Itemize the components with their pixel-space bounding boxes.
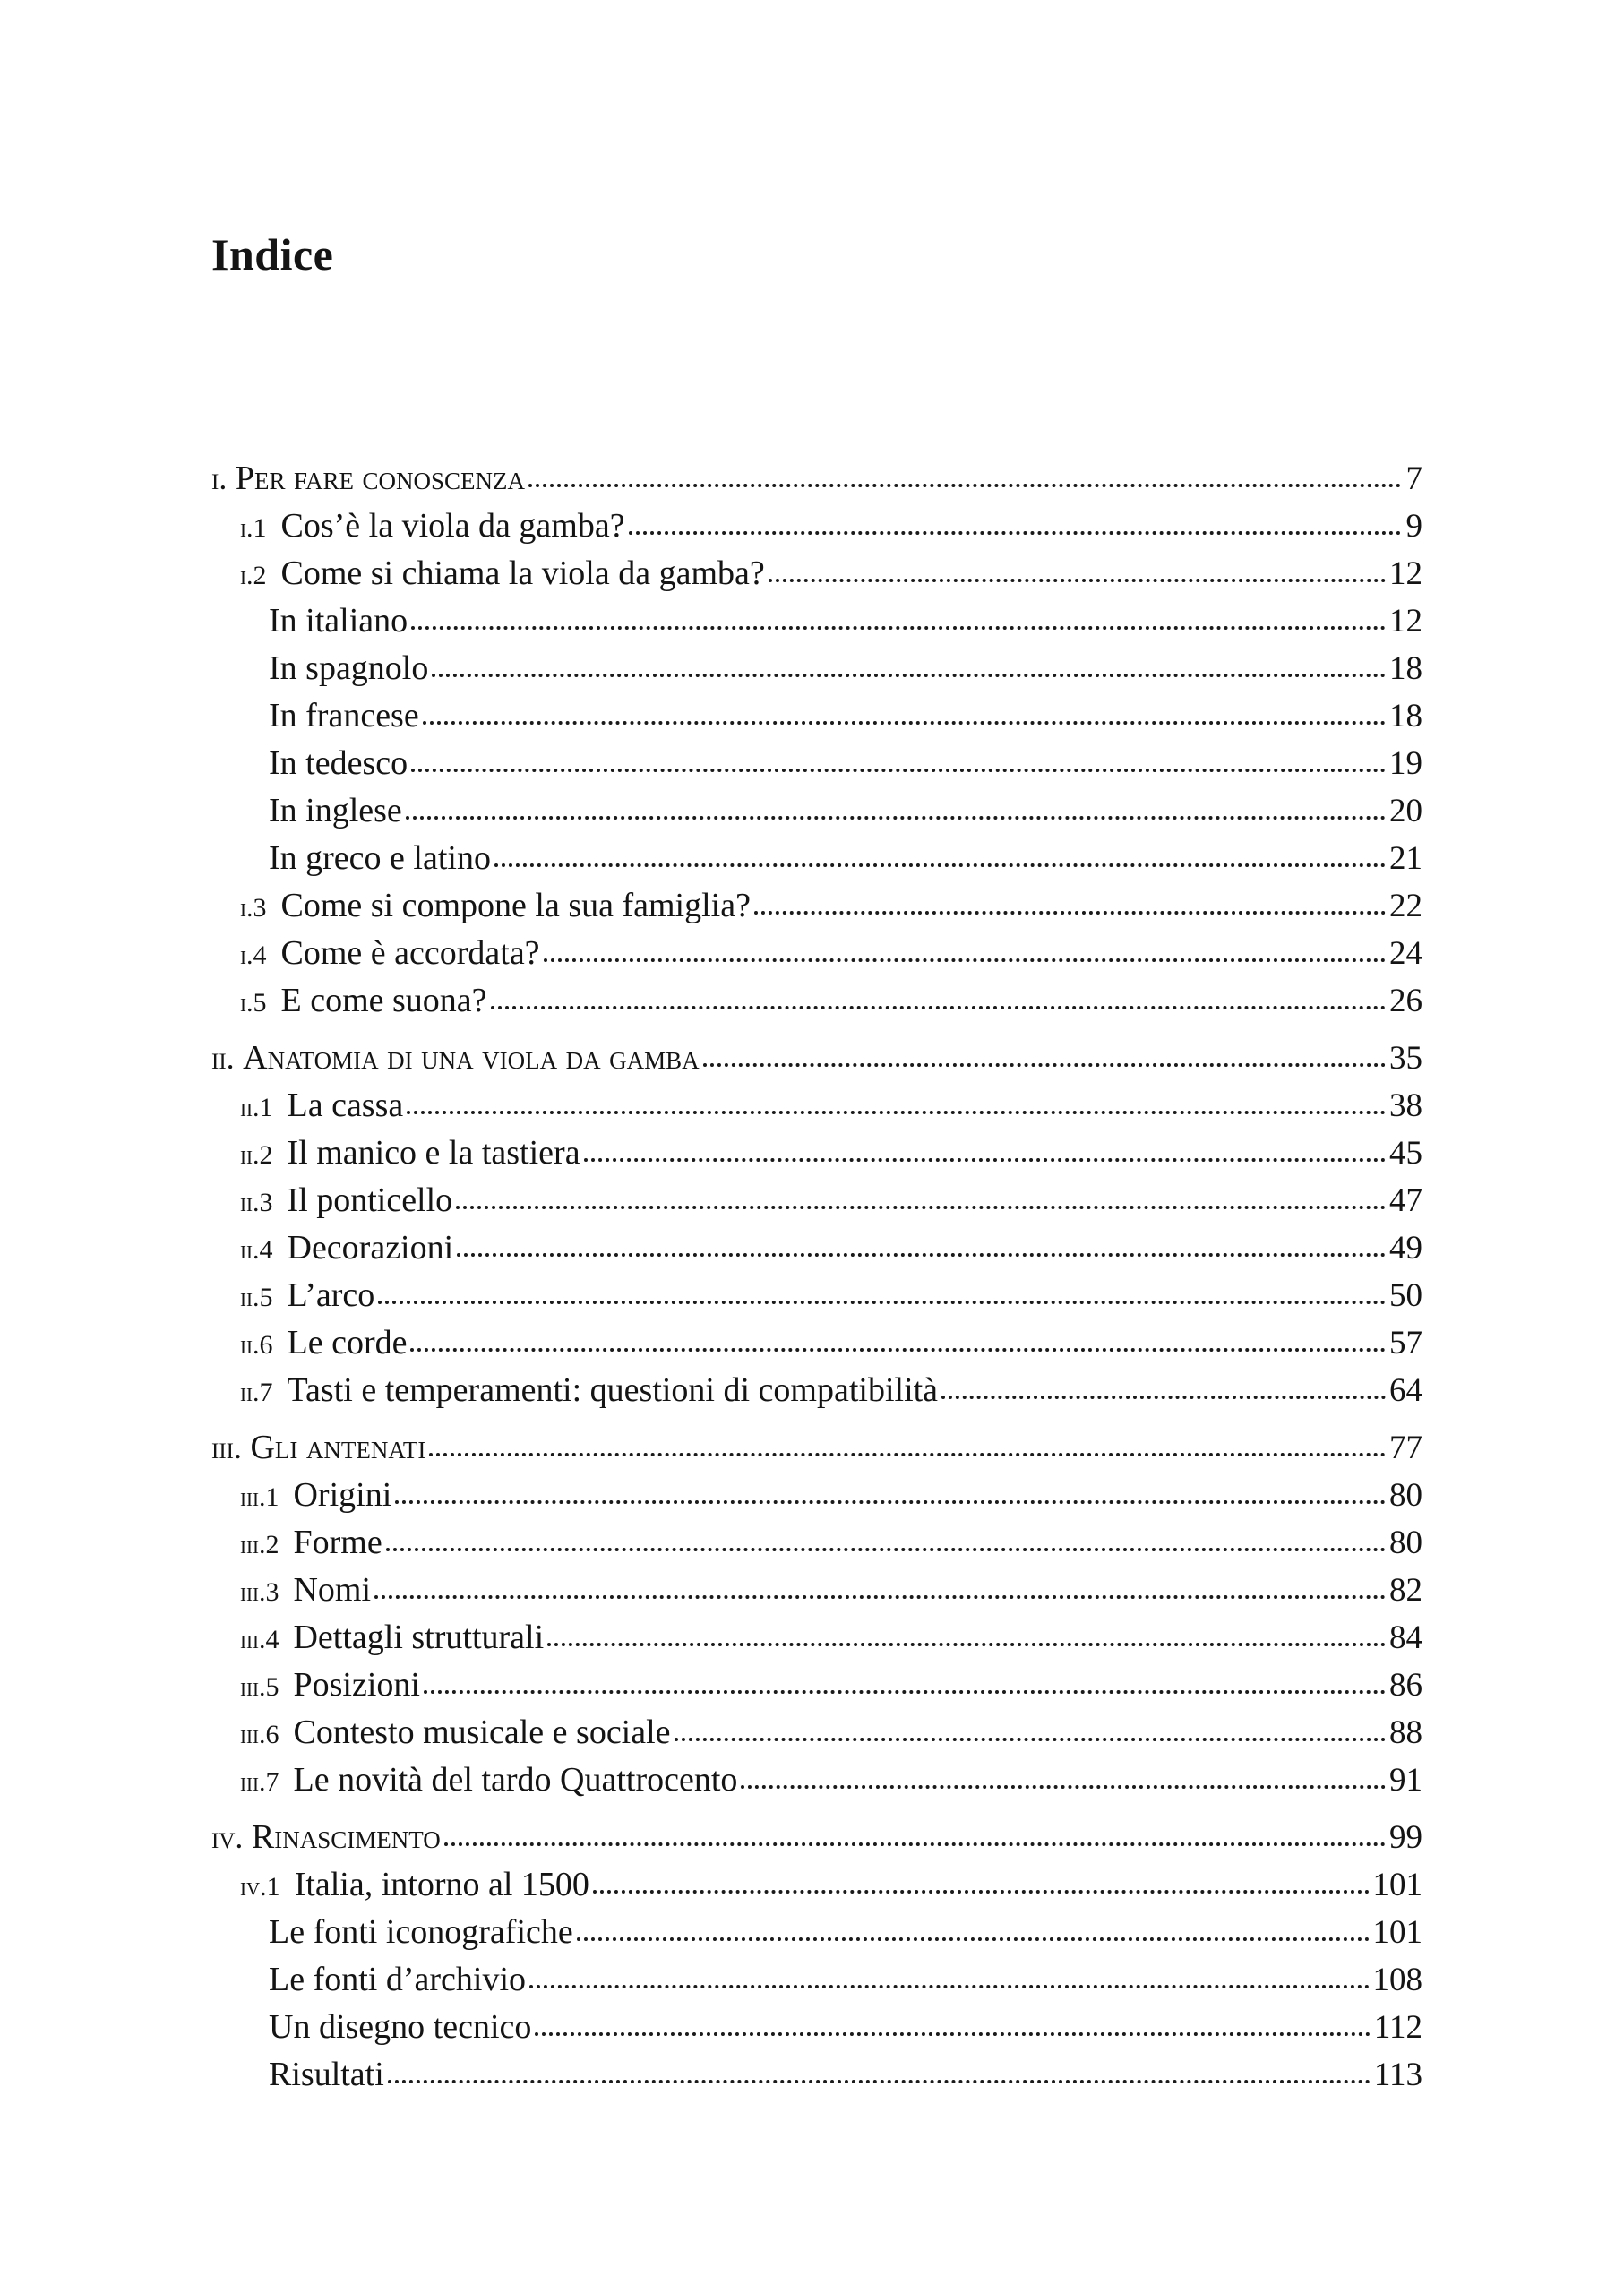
page-number: 38 — [1389, 1087, 1422, 1124]
toc-chapter-entry[interactable] — [211, 1814, 1422, 1861]
section-number: ii.2 — [240, 1140, 273, 1170]
dot-leader — [444, 1842, 1386, 1846]
entry-title: In greco e latino — [269, 839, 491, 877]
toc-section-entry[interactable] — [211, 1082, 1422, 1129]
entry-title: Origini — [293, 1476, 392, 1514]
toc-section-entry[interactable] — [211, 1367, 1422, 1414]
toc-section-entry[interactable] — [211, 1861, 1422, 1909]
toc-subsection-entry[interactable] — [211, 740, 1422, 787]
page-number: 101 — [1372, 1914, 1422, 1951]
entry-title: Il ponticello — [287, 1181, 453, 1219]
entry-title: Per fare conoscenza — [235, 459, 525, 497]
section-number: ii. — [211, 1040, 235, 1076]
section-number: ii.3 — [240, 1188, 273, 1217]
page-number: 99 — [1389, 1819, 1422, 1856]
toc-chapter — [211, 1814, 1422, 2099]
section-number: i.4 — [240, 940, 267, 970]
toc-chapter-entry[interactable] — [211, 455, 1422, 502]
section-number: i.1 — [240, 513, 267, 543]
dot-leader — [941, 1396, 1386, 1399]
section-number: iii.5 — [240, 1672, 279, 1702]
toc-chapter — [211, 1035, 1422, 1414]
section-number: iv.1 — [240, 1872, 280, 1902]
entry-title: Le novità del tardo Quattrocento — [293, 1761, 738, 1799]
section-number: ii.1 — [240, 1093, 273, 1122]
dot-leader — [547, 1643, 1386, 1646]
toc-section-entry[interactable] — [211, 1272, 1422, 1319]
entry-title: Come si chiama la viola da gamba? — [280, 554, 765, 592]
page-number: 77 — [1389, 1430, 1422, 1466]
toc-subsection-entry[interactable] — [211, 2004, 1422, 2051]
dot-leader — [411, 769, 1386, 772]
dot-leader — [432, 674, 1386, 677]
entry-title: Il manico e la tastiera — [287, 1134, 580, 1172]
dot-leader — [544, 958, 1386, 962]
toc-section-entry[interactable] — [211, 930, 1422, 977]
entry-title: Anatomia di una viola da gamba — [243, 1039, 700, 1077]
toc-chapter-entry[interactable] — [211, 1424, 1422, 1472]
toc-section-entry[interactable] — [211, 1472, 1422, 1519]
entry-title: In tedesco — [269, 744, 408, 782]
entry-title: In spagnolo — [269, 649, 429, 687]
toc-subsection-entry[interactable] — [211, 787, 1422, 835]
dot-leader — [456, 1206, 1386, 1209]
section-number: iii.6 — [240, 1720, 279, 1749]
toc-chapter — [211, 455, 1422, 1025]
dot-leader — [675, 1738, 1386, 1741]
entry-title: E come suona? — [280, 982, 487, 1019]
entry-title: Tasti e temperamenti: questioni di compatibilità — [287, 1371, 939, 1409]
toc-chapter-entry[interactable] — [211, 1035, 1422, 1082]
page-number: 80 — [1389, 1524, 1422, 1561]
page-number: 88 — [1389, 1714, 1422, 1751]
toc-section-entry[interactable] — [211, 882, 1422, 930]
page-title: Indice — [211, 229, 334, 279]
dot-leader — [378, 1301, 1386, 1304]
entry-title: Le corde — [287, 1324, 408, 1361]
entry-title: Decorazioni — [287, 1229, 454, 1267]
dot-leader — [703, 1063, 1386, 1067]
dot-leader — [491, 1006, 1386, 1009]
toc-section-entry[interactable] — [211, 1567, 1422, 1614]
section-number: iii.7 — [240, 1767, 279, 1797]
section-number: ii.5 — [240, 1283, 273, 1312]
toc-section-entry[interactable] — [211, 502, 1422, 550]
page-number: 24 — [1389, 935, 1422, 972]
entry-title: Italia, intorno al 1500 — [294, 1866, 589, 1903]
page-number: 64 — [1389, 1372, 1422, 1409]
entry-title: Come è accordata? — [280, 934, 540, 972]
toc-section-entry[interactable] — [211, 1662, 1422, 1709]
dot-leader — [494, 863, 1386, 867]
entry-title: In francese — [269, 697, 419, 734]
toc-subsection-entry[interactable] — [211, 2051, 1422, 2099]
entry-title: Rinascimento — [251, 1818, 441, 1856]
section-number: iii.3 — [240, 1577, 279, 1607]
page-number: 86 — [1389, 1667, 1422, 1704]
toc-subsection-entry[interactable] — [211, 597, 1422, 645]
page-number: 35 — [1389, 1040, 1422, 1077]
dot-leader — [535, 2032, 1370, 2036]
dot-leader — [388, 2080, 1371, 2083]
dot-leader — [411, 626, 1386, 630]
dot-leader — [629, 531, 1401, 535]
section-number: i.2 — [240, 561, 267, 590]
dot-leader — [374, 1595, 1386, 1599]
dot-leader — [407, 1111, 1386, 1114]
section-number: ii.6 — [240, 1330, 273, 1360]
dot-leader — [529, 1985, 1369, 1988]
page-number: 7 — [1405, 460, 1422, 497]
section-number: iii.2 — [240, 1530, 279, 1559]
page-number: 45 — [1389, 1135, 1422, 1172]
entry-title: Posizioni — [293, 1666, 420, 1704]
section-number: iii. — [211, 1430, 242, 1465]
dot-leader — [423, 721, 1386, 725]
dot-leader — [424, 1690, 1386, 1694]
dot-leader — [406, 816, 1386, 820]
toc-chapter — [211, 1424, 1422, 1804]
entry-title: Forme — [293, 1524, 382, 1561]
toc-subsection-entry[interactable] — [211, 835, 1422, 882]
dot-leader — [386, 1548, 1386, 1551]
page-number: 9 — [1405, 508, 1422, 545]
page-number: 21 — [1389, 840, 1422, 877]
toc-section-entry[interactable] — [211, 1756, 1422, 1804]
toc-subsection-entry[interactable] — [211, 1909, 1422, 1956]
page-number: 57 — [1389, 1325, 1422, 1361]
dot-leader — [741, 1785, 1386, 1789]
section-number: i.5 — [240, 988, 267, 1018]
entry-title: In inglese — [269, 792, 402, 829]
toc-section-entry[interactable] — [211, 1129, 1422, 1177]
page-number: 26 — [1389, 983, 1422, 1019]
dot-leader — [410, 1348, 1386, 1352]
toc-section-entry[interactable] — [211, 550, 1422, 597]
dot-leader — [577, 1937, 1370, 1941]
dot-leader — [395, 1500, 1386, 1504]
spacer — [235, 1035, 244, 1082]
page-number: 108 — [1372, 1962, 1422, 1998]
entry-title: Come si compone la sua famiglia? — [280, 887, 751, 924]
entry-title: L’arco — [287, 1276, 375, 1314]
page-number: 82 — [1389, 1572, 1422, 1609]
dot-leader — [528, 484, 1401, 487]
page-number: 50 — [1389, 1277, 1422, 1314]
entry-title: Le fonti d’archivio — [269, 1961, 527, 1998]
toc-section-entry[interactable] — [211, 977, 1422, 1025]
toc-subsection-entry[interactable] — [211, 1956, 1422, 2004]
table-of-contents — [211, 455, 1422, 2108]
toc-section-entry[interactable] — [211, 1614, 1422, 1662]
entry-title: Gli antenati — [250, 1429, 426, 1466]
dot-leader — [457, 1253, 1386, 1257]
toc-section-entry[interactable] — [211, 1709, 1422, 1756]
section-number: iii.4 — [240, 1625, 279, 1654]
toc-subsection-entry[interactable] — [211, 692, 1422, 740]
spacer — [227, 455, 236, 502]
page-number: 91 — [1389, 1762, 1422, 1799]
entry-title: In italiano — [269, 602, 408, 640]
section-number: iv. — [211, 1819, 244, 1855]
section-number: ii.7 — [240, 1378, 273, 1407]
page-number: 49 — [1389, 1230, 1422, 1267]
entry-title: Cos’è la viola da gamba? — [280, 507, 625, 545]
toc-section-entry[interactable] — [211, 1224, 1422, 1272]
entry-title: Nomi — [293, 1571, 372, 1609]
spacer — [243, 1814, 252, 1861]
page-number: 112 — [1373, 2009, 1422, 2046]
section-number: ii.4 — [240, 1235, 273, 1265]
entry-title: Un disegno tecnico — [269, 2008, 532, 2046]
entry-title: Risultati — [269, 2056, 384, 2093]
page-number: 12 — [1389, 555, 1422, 592]
toc-section-entry[interactable] — [211, 1177, 1422, 1224]
dot-leader — [754, 911, 1386, 915]
entry-title: Le fonti iconografiche — [269, 1913, 573, 1951]
section-number: i.3 — [240, 893, 267, 923]
page-number: 101 — [1372, 1867, 1422, 1903]
page-number: 84 — [1389, 1619, 1422, 1656]
entry-title: Contesto musicale e sociale — [293, 1713, 671, 1751]
page-number: 80 — [1389, 1477, 1422, 1514]
entry-title: La cassa — [287, 1086, 404, 1124]
page-number: 19 — [1389, 745, 1422, 782]
dot-leader — [769, 579, 1386, 582]
toc-section-entry[interactable] — [211, 1319, 1422, 1367]
page-number: 113 — [1373, 2057, 1422, 2093]
page-number: 12 — [1389, 603, 1422, 640]
spacer — [242, 1424, 251, 1472]
page-number: 18 — [1389, 698, 1422, 734]
page-number: 20 — [1389, 793, 1422, 829]
dot-leader — [593, 1890, 1370, 1894]
dot-leader — [584, 1158, 1386, 1162]
entry-title: Dettagli strutturali — [293, 1619, 545, 1656]
page-number: 18 — [1389, 650, 1422, 687]
toc-subsection-entry[interactable] — [211, 645, 1422, 692]
toc-section-entry[interactable] — [211, 1519, 1422, 1567]
page-number: 47 — [1389, 1182, 1422, 1219]
page-number: 22 — [1389, 888, 1422, 924]
section-number: iii.1 — [240, 1482, 279, 1512]
section-number: i. — [211, 460, 228, 496]
dot-leader — [429, 1453, 1386, 1456]
